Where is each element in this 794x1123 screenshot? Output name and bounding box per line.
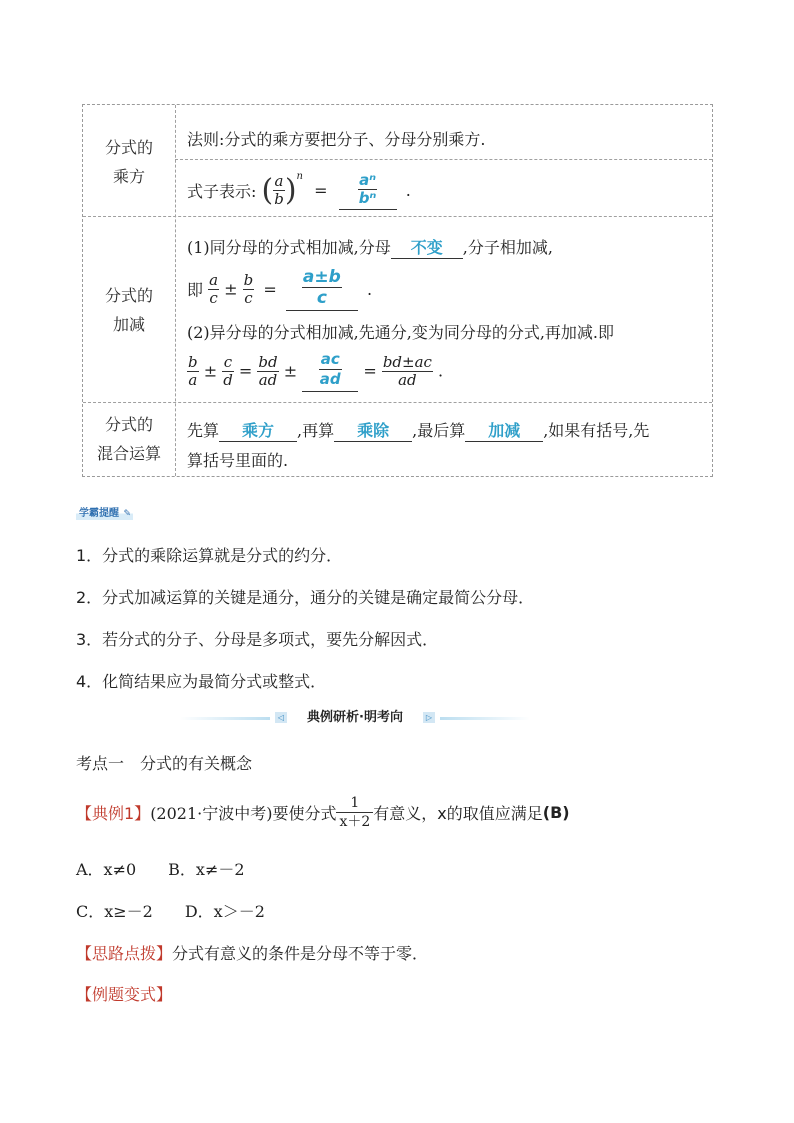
example-answer: (B): [542, 803, 570, 822]
hint-label: 【思路点拨】: [76, 944, 173, 963]
mixed-order-line: [187, 418, 649, 442]
power-rule-text: 法则:分式的乘方要把分子、分母分别乘方.: [187, 130, 486, 149]
fraction-a-c: [208, 272, 219, 307]
topic-heading: 考点一 分式的有关概念: [76, 754, 253, 773]
row-head-line: 混合运算: [96, 444, 161, 463]
example-text: 有意义，x的取值应满足: [373, 804, 543, 823]
fraction-numerator: bd±ac: [382, 352, 432, 371]
fraction-denominator: a: [188, 370, 198, 389]
row-head-line: 乘方: [112, 167, 145, 186]
different-denominator-formula: [187, 350, 443, 392]
text: ,如果有括号,先: [543, 421, 650, 440]
fraction-numerator: a: [274, 172, 284, 190]
answer-blank: [339, 172, 397, 210]
row-head-line: 分式的: [104, 415, 153, 434]
fraction-numerator: b: [188, 352, 198, 371]
column-divider: [175, 105, 176, 476]
text: ,最后算: [412, 421, 466, 440]
answer-text: 不变: [410, 238, 443, 257]
summary-table: [82, 104, 713, 477]
row-head-power: [83, 133, 175, 191]
text: (1)同分母的分式相加减,分母: [187, 238, 391, 257]
answer-fraction: [302, 267, 342, 310]
section-banner: [180, 708, 530, 728]
answer-blank: [302, 350, 358, 392]
plus-minus: ±: [283, 361, 298, 381]
fraction-denominator: b: [274, 190, 284, 208]
fraction-denominator: bⁿ: [358, 188, 377, 207]
fraction-bd-ad: [257, 354, 278, 389]
equals-sign: =: [238, 361, 253, 381]
fraction-numerator: a: [209, 270, 219, 289]
base-fraction: [273, 173, 285, 208]
answer-blank: [219, 421, 297, 442]
answer-blank: [334, 421, 412, 442]
formula-label: 式子表示:: [187, 182, 257, 201]
row-head-addsub: [83, 281, 175, 339]
same-denominator-formula: [187, 267, 372, 311]
fraction-denominator: c: [209, 288, 218, 307]
equals-sign: =: [263, 279, 277, 299]
fraction-numerator: a±b: [302, 267, 341, 287]
period: .: [405, 181, 411, 200]
mixed-order-line2: 算括号里面的.: [187, 451, 289, 470]
answer-blank: [286, 267, 358, 311]
answer-text: 加减: [488, 421, 521, 440]
different-denominator-text: (2)异分母的分式相加减,先通分,变为同分母的分式,再加减.即: [187, 323, 615, 342]
row-divider: [83, 216, 712, 217]
fraction-denominator: ad: [258, 370, 278, 389]
tip-badge-label: 学霸提醒: [79, 508, 119, 519]
answer-fraction: [319, 350, 342, 391]
fraction-result: [382, 354, 433, 389]
row-head-line: 分式的: [104, 138, 153, 157]
right-paren: ): [284, 173, 297, 208]
banner-line-right: [440, 717, 530, 720]
answer-text: 乘方: [242, 421, 275, 440]
fraction-numerator: 1: [336, 794, 373, 813]
fraction-denominator: ad: [319, 370, 341, 388]
plus-minus: ±: [224, 279, 238, 299]
fraction-denominator: c: [316, 288, 327, 308]
options-line: A．x≠0 B．x≠－2: [76, 860, 245, 879]
fraction-denominator: c: [244, 288, 253, 307]
row-divider: [83, 402, 712, 403]
answer-text: 乘除: [357, 421, 390, 440]
tip-badge: [76, 507, 133, 520]
row-head-line: 分式的: [104, 286, 153, 305]
power-formula: [187, 171, 411, 210]
equals-sign: =: [314, 181, 328, 200]
equals-sign: =: [363, 361, 377, 381]
hint-line: [76, 941, 428, 964]
banner-line-left: [180, 717, 270, 720]
tip-item: 1．分式的乘除运算就是分式的约分．: [76, 546, 343, 565]
fraction-numerator: b: [243, 270, 254, 289]
row-divider: [175, 159, 712, 160]
fraction-b-a: [187, 354, 199, 389]
text: ,再算: [297, 421, 335, 440]
left-paren: (: [261, 173, 274, 208]
example-source: (2021·宁波中考)要使分式: [150, 804, 337, 823]
fraction-c-d: [222, 354, 234, 389]
fraction-denominator: ad: [398, 370, 417, 389]
fraction-denominator: d: [223, 370, 233, 389]
tip-item: 4．化简结果应为最简分式或整式．: [76, 672, 327, 691]
text: ,分子相加减,: [462, 238, 553, 257]
fraction-denominator: x＋2: [339, 814, 371, 830]
pen-icon: ✎: [123, 509, 131, 519]
hint-text: 分式有意义的条件是分母不等于零．: [172, 944, 429, 963]
text: 先算: [187, 421, 220, 440]
options-line: C．x≥－2 D．x＞－2: [76, 902, 265, 921]
example-label: 【典例1】: [76, 804, 151, 823]
section-title: 典例研析·明考向: [307, 710, 403, 725]
fraction-numerator: ac: [320, 350, 340, 368]
fraction-b-c: [243, 272, 255, 307]
variant-label: 【例题变式】: [76, 985, 173, 1004]
same-denominator-line: [187, 235, 553, 259]
row-head-mixed: [83, 410, 175, 468]
fraction-numerator: bd: [258, 352, 278, 371]
answer-blank: [391, 238, 463, 259]
tip-item: 2．分式加减运算的关键是通分，通分的关键是确定最简公分母．: [76, 588, 535, 607]
row-head-line: 加减: [112, 315, 145, 334]
left-arrow-icon: ◁: [275, 712, 287, 723]
right-arrow-icon: ▷: [423, 712, 435, 723]
fraction-numerator: c: [223, 352, 233, 371]
period: .: [366, 279, 373, 299]
example-question: [76, 794, 570, 831]
example-fraction: [336, 794, 373, 831]
answer-blank: [465, 421, 543, 442]
period: .: [438, 361, 444, 381]
tip-item: 3．若分式的分子、分母是多项式，要先分解因式．: [76, 630, 439, 649]
answer-fraction: [358, 172, 378, 209]
exponent: n: [296, 171, 303, 182]
text: 即: [187, 280, 204, 300]
plus-minus: ±: [203, 361, 218, 381]
fraction-numerator: aⁿ: [359, 170, 377, 189]
